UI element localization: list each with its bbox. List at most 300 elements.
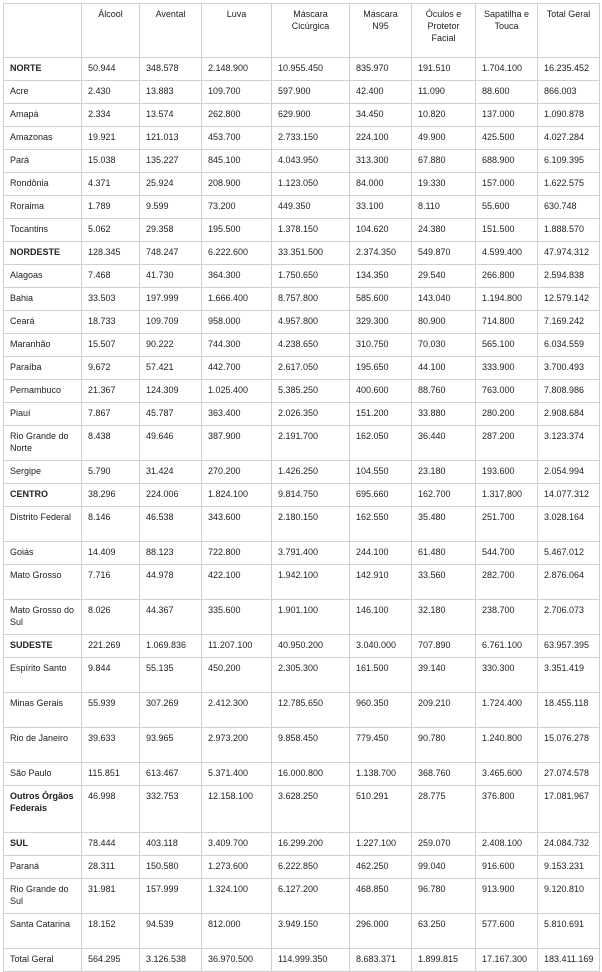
table-cell: 11.090	[412, 81, 476, 104]
table-cell: 17.167.300	[476, 949, 538, 972]
table-cell: 12.785.650	[272, 693, 350, 728]
table-cell: 28.775	[412, 786, 476, 833]
table-cell: 183.411.169	[538, 949, 600, 972]
table-cell: 329.300	[350, 311, 412, 334]
table-cell: 343.600	[202, 507, 272, 542]
table-cell: 8.757.800	[272, 288, 350, 311]
table-row	[4, 357, 600, 380]
table-cell: 1.069.836	[140, 635, 202, 658]
row-label: Minas Gerais	[4, 693, 82, 728]
table-cell: 287.200	[476, 426, 538, 461]
table-cell: 462.250	[350, 856, 412, 879]
table-cell: 7.808.986	[538, 380, 600, 403]
row-label: Alagoas	[4, 265, 82, 288]
table-cell: 2.305.300	[272, 658, 350, 693]
table-cell: 93.965	[140, 728, 202, 763]
row-label: Rio Grande do Sul	[4, 879, 82, 914]
table-cell: 4.371	[82, 173, 140, 196]
table-cell: 44.100	[412, 357, 476, 380]
table-cell: 6.222.600	[202, 242, 272, 265]
table-cell: 70.030	[412, 334, 476, 357]
table-body	[4, 58, 600, 972]
table-cell: 2.430	[82, 81, 140, 104]
table-cell: 916.600	[476, 856, 538, 879]
table-row	[4, 728, 600, 763]
table-row	[4, 265, 600, 288]
table-cell: 1.324.100	[202, 879, 272, 914]
table-cell: 24.084.732	[538, 833, 600, 856]
distribution-table	[3, 3, 600, 972]
table-cell: 1.090.878	[538, 104, 600, 127]
table-cell: 363.400	[202, 403, 272, 426]
table-cell: 63.250	[412, 914, 476, 949]
table-cell: 80.900	[412, 311, 476, 334]
table-cell: 2.973.200	[202, 728, 272, 763]
table-cell: 209.210	[412, 693, 476, 728]
table-cell: 313.300	[350, 150, 412, 173]
table-cell: 3.465.600	[476, 763, 538, 786]
table-cell: 12.158.100	[202, 786, 272, 833]
table-cell: 2.706.073	[538, 600, 600, 635]
table-cell: 1.240.800	[476, 728, 538, 763]
table-cell: 3.628.250	[272, 786, 350, 833]
table-row	[4, 288, 600, 311]
table-cell: 1.888.570	[538, 219, 600, 242]
table-cell: 282.700	[476, 565, 538, 600]
table-cell: 88.600	[476, 81, 538, 104]
table-cell: 224.006	[140, 484, 202, 507]
table-cell: 333.900	[476, 357, 538, 380]
table-cell: 45.787	[140, 403, 202, 426]
table-cell: 5.385.250	[272, 380, 350, 403]
table-cell: 845.100	[202, 150, 272, 173]
row-label: NORTE	[4, 58, 82, 81]
row-label: NORDESTE	[4, 242, 82, 265]
table-cell: 3.351.419	[538, 658, 600, 693]
table-cell: 11.207.100	[202, 635, 272, 658]
table-cell: 47.974.312	[538, 242, 600, 265]
table-cell: 46.538	[140, 507, 202, 542]
table-cell: 332.753	[140, 786, 202, 833]
table-cell: 8.026	[82, 600, 140, 635]
table-cell: 2.908.684	[538, 403, 600, 426]
table-cell: 9.858.450	[272, 728, 350, 763]
table-cell: 16.235.452	[538, 58, 600, 81]
table-cell: 88.123	[140, 542, 202, 565]
row-label: Tocantins	[4, 219, 82, 242]
table-cell: 565.100	[476, 334, 538, 357]
region-row	[4, 635, 600, 658]
table-cell: 722.800	[202, 542, 272, 565]
row-label: Total Geral	[4, 949, 82, 972]
table-cell: 6.127.200	[272, 879, 350, 914]
table-cell: 3.123.374	[538, 426, 600, 461]
table-cell: 348.578	[140, 58, 202, 81]
table-cell: 162.050	[350, 426, 412, 461]
table-cell: 688.900	[476, 150, 538, 173]
table-cell: 544.700	[476, 542, 538, 565]
table-cell: 17.081.967	[538, 786, 600, 833]
table-cell: 330.300	[476, 658, 538, 693]
table-cell: 46.998	[82, 786, 140, 833]
table-cell: 124.309	[140, 380, 202, 403]
table-cell: 109.709	[140, 311, 202, 334]
table-cell: 3.028.164	[538, 507, 600, 542]
region-row	[4, 242, 600, 265]
table-cell: 8.146	[82, 507, 140, 542]
row-label: SUL	[4, 833, 82, 856]
row-label: Espírito Santo	[4, 658, 82, 693]
table-cell: 2.334	[82, 104, 140, 127]
table-cell: 376.800	[476, 786, 538, 833]
table-cell: 94.539	[140, 914, 202, 949]
table-cell: 8.438	[82, 426, 140, 461]
table-cell: 109.700	[202, 81, 272, 104]
table-cell: 835.970	[350, 58, 412, 81]
table-cell: 15.038	[82, 150, 140, 173]
table-cell: 812.000	[202, 914, 272, 949]
table-cell: 2.374.350	[350, 242, 412, 265]
table-cell: 1.273.600	[202, 856, 272, 879]
total-row	[4, 949, 600, 972]
table-cell: 90.222	[140, 334, 202, 357]
table-row	[4, 461, 600, 484]
table-cell: 3.791.400	[272, 542, 350, 565]
table-cell: 577.600	[476, 914, 538, 949]
table-cell: 32.180	[412, 600, 476, 635]
table-cell: 21.367	[82, 380, 140, 403]
table-row	[4, 311, 600, 334]
table-cell: 6.109.395	[538, 150, 600, 173]
row-label: Amazonas	[4, 127, 82, 150]
table-cell: 44.367	[140, 600, 202, 635]
table-cell: 1.622.575	[538, 173, 600, 196]
row-label: Santa Catarina	[4, 914, 82, 949]
table-cell: 6.761.100	[476, 635, 538, 658]
table-cell: 1.704.100	[476, 58, 538, 81]
table-cell: 13.883	[140, 81, 202, 104]
table-cell: 630.748	[538, 196, 600, 219]
table-row	[4, 693, 600, 728]
table-cell: 36.970.500	[202, 949, 272, 972]
table-cell: 1.123.050	[272, 173, 350, 196]
table-cell: 400.600	[350, 380, 412, 403]
table-cell: 142.910	[350, 565, 412, 600]
header-corner	[4, 4, 82, 58]
column-header: Avental	[140, 4, 202, 58]
table-cell: 78.444	[82, 833, 140, 856]
table-cell: 8.683.371	[350, 949, 412, 972]
table-cell: 6.034.559	[538, 334, 600, 357]
table-cell: 425.500	[476, 127, 538, 150]
table-cell: 1.666.400	[202, 288, 272, 311]
table-row	[4, 81, 600, 104]
table-cell: 744.300	[202, 334, 272, 357]
table-cell: 3.949.150	[272, 914, 350, 949]
table-cell: 450.200	[202, 658, 272, 693]
column-header: Sapatilha e Touca	[476, 4, 538, 58]
row-label: Distrito Federal	[4, 507, 82, 542]
table-cell: 34.450	[350, 104, 412, 127]
column-header: Óculos e Protetor Facial	[412, 4, 476, 58]
table-cell: 28.311	[82, 856, 140, 879]
table-cell: 15.076.278	[538, 728, 600, 763]
table-cell: 2.148.900	[202, 58, 272, 81]
table-cell: 67.880	[412, 150, 476, 173]
table-cell: 779.450	[350, 728, 412, 763]
table-cell: 195.500	[202, 219, 272, 242]
table-cell: 442.700	[202, 357, 272, 380]
table-cell: 50.944	[82, 58, 140, 81]
table-cell: 115.851	[82, 763, 140, 786]
table-cell: 714.800	[476, 311, 538, 334]
table-cell: 9.153.231	[538, 856, 600, 879]
table-cell: 1.426.250	[272, 461, 350, 484]
table-cell: 42.400	[350, 81, 412, 104]
table-cell: 114.999.350	[272, 949, 350, 972]
table-cell: 4.027.284	[538, 127, 600, 150]
table-cell: 5.790	[82, 461, 140, 484]
table-cell: 244.100	[350, 542, 412, 565]
table-cell: 23.180	[412, 461, 476, 484]
table-row	[4, 856, 600, 879]
row-label: Amapá	[4, 104, 82, 127]
table-row	[4, 542, 600, 565]
column-header: Máscara N95	[350, 4, 412, 58]
row-label: Roraima	[4, 196, 82, 219]
table-cell: 7.468	[82, 265, 140, 288]
table-cell: 157.999	[140, 879, 202, 914]
row-label: Outros Órgãos Federais	[4, 786, 82, 833]
table-cell: 7.867	[82, 403, 140, 426]
table-cell: 18.455.118	[538, 693, 600, 728]
table-cell: 25.924	[140, 173, 202, 196]
table-row	[4, 763, 600, 786]
table-row	[4, 150, 600, 173]
table-cell: 1.227.100	[350, 833, 412, 856]
column-header: Máscara Cicúrgica	[272, 4, 350, 58]
row-label: Piauí	[4, 403, 82, 426]
row-label: Pernambuco	[4, 380, 82, 403]
table-cell: 4.238.650	[272, 334, 350, 357]
table-cell: 49.900	[412, 127, 476, 150]
table-cell: 31.981	[82, 879, 140, 914]
table-cell: 1.901.100	[272, 600, 350, 635]
table-row	[4, 914, 600, 949]
table-cell: 364.300	[202, 265, 272, 288]
table-cell: 6.222.850	[272, 856, 350, 879]
table-cell: 597.900	[272, 81, 350, 104]
table-row	[4, 196, 600, 219]
region-row	[4, 484, 600, 507]
table-cell: 16.299.200	[272, 833, 350, 856]
table-cell: 5.062	[82, 219, 140, 242]
table-cell: 38.296	[82, 484, 140, 507]
table-cell: 4.043.950	[272, 150, 350, 173]
table-cell: 1.378.150	[272, 219, 350, 242]
table-cell: 9.672	[82, 357, 140, 380]
table-cell: 146.100	[350, 600, 412, 635]
table-cell: 10.820	[412, 104, 476, 127]
row-label: Rondônia	[4, 173, 82, 196]
table-cell: 12.579.142	[538, 288, 600, 311]
table-cell: 29.540	[412, 265, 476, 288]
column-header: Álcool	[82, 4, 140, 58]
table-cell: 39.140	[412, 658, 476, 693]
row-label: Acre	[4, 81, 82, 104]
table-cell: 2.412.300	[202, 693, 272, 728]
row-label: Pará	[4, 150, 82, 173]
table-cell: 5.467.012	[538, 542, 600, 565]
row-label: Paraíba	[4, 357, 82, 380]
table-cell: 135.227	[140, 150, 202, 173]
table-cell: 510.291	[350, 786, 412, 833]
table-row	[4, 334, 600, 357]
table-cell: 259.070	[412, 833, 476, 856]
table-cell: 150.580	[140, 856, 202, 879]
table-cell: 2.180.150	[272, 507, 350, 542]
table-cell: 151.200	[350, 403, 412, 426]
table-cell: 16.000.800	[272, 763, 350, 786]
table-cell: 63.957.395	[538, 635, 600, 658]
table-cell: 13.574	[140, 104, 202, 127]
table-cell: 33.880	[412, 403, 476, 426]
table-cell: 2.617.050	[272, 357, 350, 380]
row-label: Rio de Janeiro	[4, 728, 82, 763]
table-cell: 564.295	[82, 949, 140, 972]
table-cell: 695.660	[350, 484, 412, 507]
table-cell: 104.620	[350, 219, 412, 242]
row-label: São Paulo	[4, 763, 82, 786]
table-cell: 958.000	[202, 311, 272, 334]
table-cell: 368.760	[412, 763, 476, 786]
table-cell: 191.510	[412, 58, 476, 81]
table-cell: 221.269	[82, 635, 140, 658]
table-cell: 9.120.810	[538, 879, 600, 914]
region-row	[4, 58, 600, 81]
region-row	[4, 786, 600, 833]
table-cell: 310.750	[350, 334, 412, 357]
table-cell: 224.100	[350, 127, 412, 150]
table-cell: 33.503	[82, 288, 140, 311]
table-cell: 27.074.578	[538, 763, 600, 786]
table-cell: 15.507	[82, 334, 140, 357]
table-cell: 49.646	[140, 426, 202, 461]
row-label: Rio Grande do Norte	[4, 426, 82, 461]
table-cell: 29.358	[140, 219, 202, 242]
table-cell: 1.025.400	[202, 380, 272, 403]
table-cell: 1.942.100	[272, 565, 350, 600]
table-row	[4, 219, 600, 242]
column-header: Luva	[202, 4, 272, 58]
row-label: Paraná	[4, 856, 82, 879]
table-cell: 35.480	[412, 507, 476, 542]
table-cell: 3.126.538	[140, 949, 202, 972]
table-row	[4, 879, 600, 914]
table-cell: 2.733.150	[272, 127, 350, 150]
table-cell: 1.317.800	[476, 484, 538, 507]
table-row	[4, 127, 600, 150]
table-cell: 161.500	[350, 658, 412, 693]
table-cell: 9.599	[140, 196, 202, 219]
table-cell: 403.118	[140, 833, 202, 856]
table-cell: 7.716	[82, 565, 140, 600]
table-cell: 2.876.064	[538, 565, 600, 600]
table-cell: 468.850	[350, 879, 412, 914]
table-cell: 266.800	[476, 265, 538, 288]
table-cell: 24.380	[412, 219, 476, 242]
table-cell: 453.700	[202, 127, 272, 150]
table-cell: 44.978	[140, 565, 202, 600]
table-cell: 55.135	[140, 658, 202, 693]
table-cell: 913.900	[476, 879, 538, 914]
table-cell: 137.000	[476, 104, 538, 127]
table-cell: 549.870	[412, 242, 476, 265]
table-cell: 7.169.242	[538, 311, 600, 334]
table-cell: 99.040	[412, 856, 476, 879]
table-cell: 19.330	[412, 173, 476, 196]
table-cell: 387.900	[202, 426, 272, 461]
table-row	[4, 380, 600, 403]
table-cell: 134.350	[350, 265, 412, 288]
table-cell: 193.600	[476, 461, 538, 484]
table-cell: 55.600	[476, 196, 538, 219]
table-cell: 9.844	[82, 658, 140, 693]
table-cell: 3.700.493	[538, 357, 600, 380]
table-cell: 151.500	[476, 219, 538, 242]
table-cell: 262.800	[202, 104, 272, 127]
table-cell: 197.999	[140, 288, 202, 311]
table-cell: 1.194.800	[476, 288, 538, 311]
table-cell: 5.371.400	[202, 763, 272, 786]
table-cell: 4.957.800	[272, 311, 350, 334]
table-cell: 143.040	[412, 288, 476, 311]
table-cell: 2.594.838	[538, 265, 600, 288]
table-row	[4, 600, 600, 635]
table-cell: 2.054.994	[538, 461, 600, 484]
table-cell: 3.040.000	[350, 635, 412, 658]
table-row	[4, 507, 600, 542]
table-cell: 104.550	[350, 461, 412, 484]
table-cell: 33.560	[412, 565, 476, 600]
table-cell: 449.350	[272, 196, 350, 219]
table-cell: 18.733	[82, 311, 140, 334]
table-cell: 2.408.100	[476, 833, 538, 856]
row-label: Mato Grosso	[4, 565, 82, 600]
region-row	[4, 833, 600, 856]
table-cell: 33.351.500	[272, 242, 350, 265]
row-label: Mato Grosso do Sul	[4, 600, 82, 635]
table-cell: 1.138.700	[350, 763, 412, 786]
table-cell: 96.780	[412, 879, 476, 914]
table-cell: 208.900	[202, 173, 272, 196]
table-cell: 10.955.450	[272, 58, 350, 81]
table-cell: 128.345	[82, 242, 140, 265]
row-label: CENTRO	[4, 484, 82, 507]
table-cell: 57.421	[140, 357, 202, 380]
header-row	[4, 4, 600, 58]
table-row	[4, 658, 600, 693]
table-cell: 707.890	[412, 635, 476, 658]
table-cell: 1.750.650	[272, 265, 350, 288]
row-label: Maranhão	[4, 334, 82, 357]
table-cell: 33.100	[350, 196, 412, 219]
table-cell: 307.269	[140, 693, 202, 728]
table-cell: 162.700	[412, 484, 476, 507]
table-cell: 36.440	[412, 426, 476, 461]
table-cell: 55.939	[82, 693, 140, 728]
row-label: SUDESTE	[4, 635, 82, 658]
